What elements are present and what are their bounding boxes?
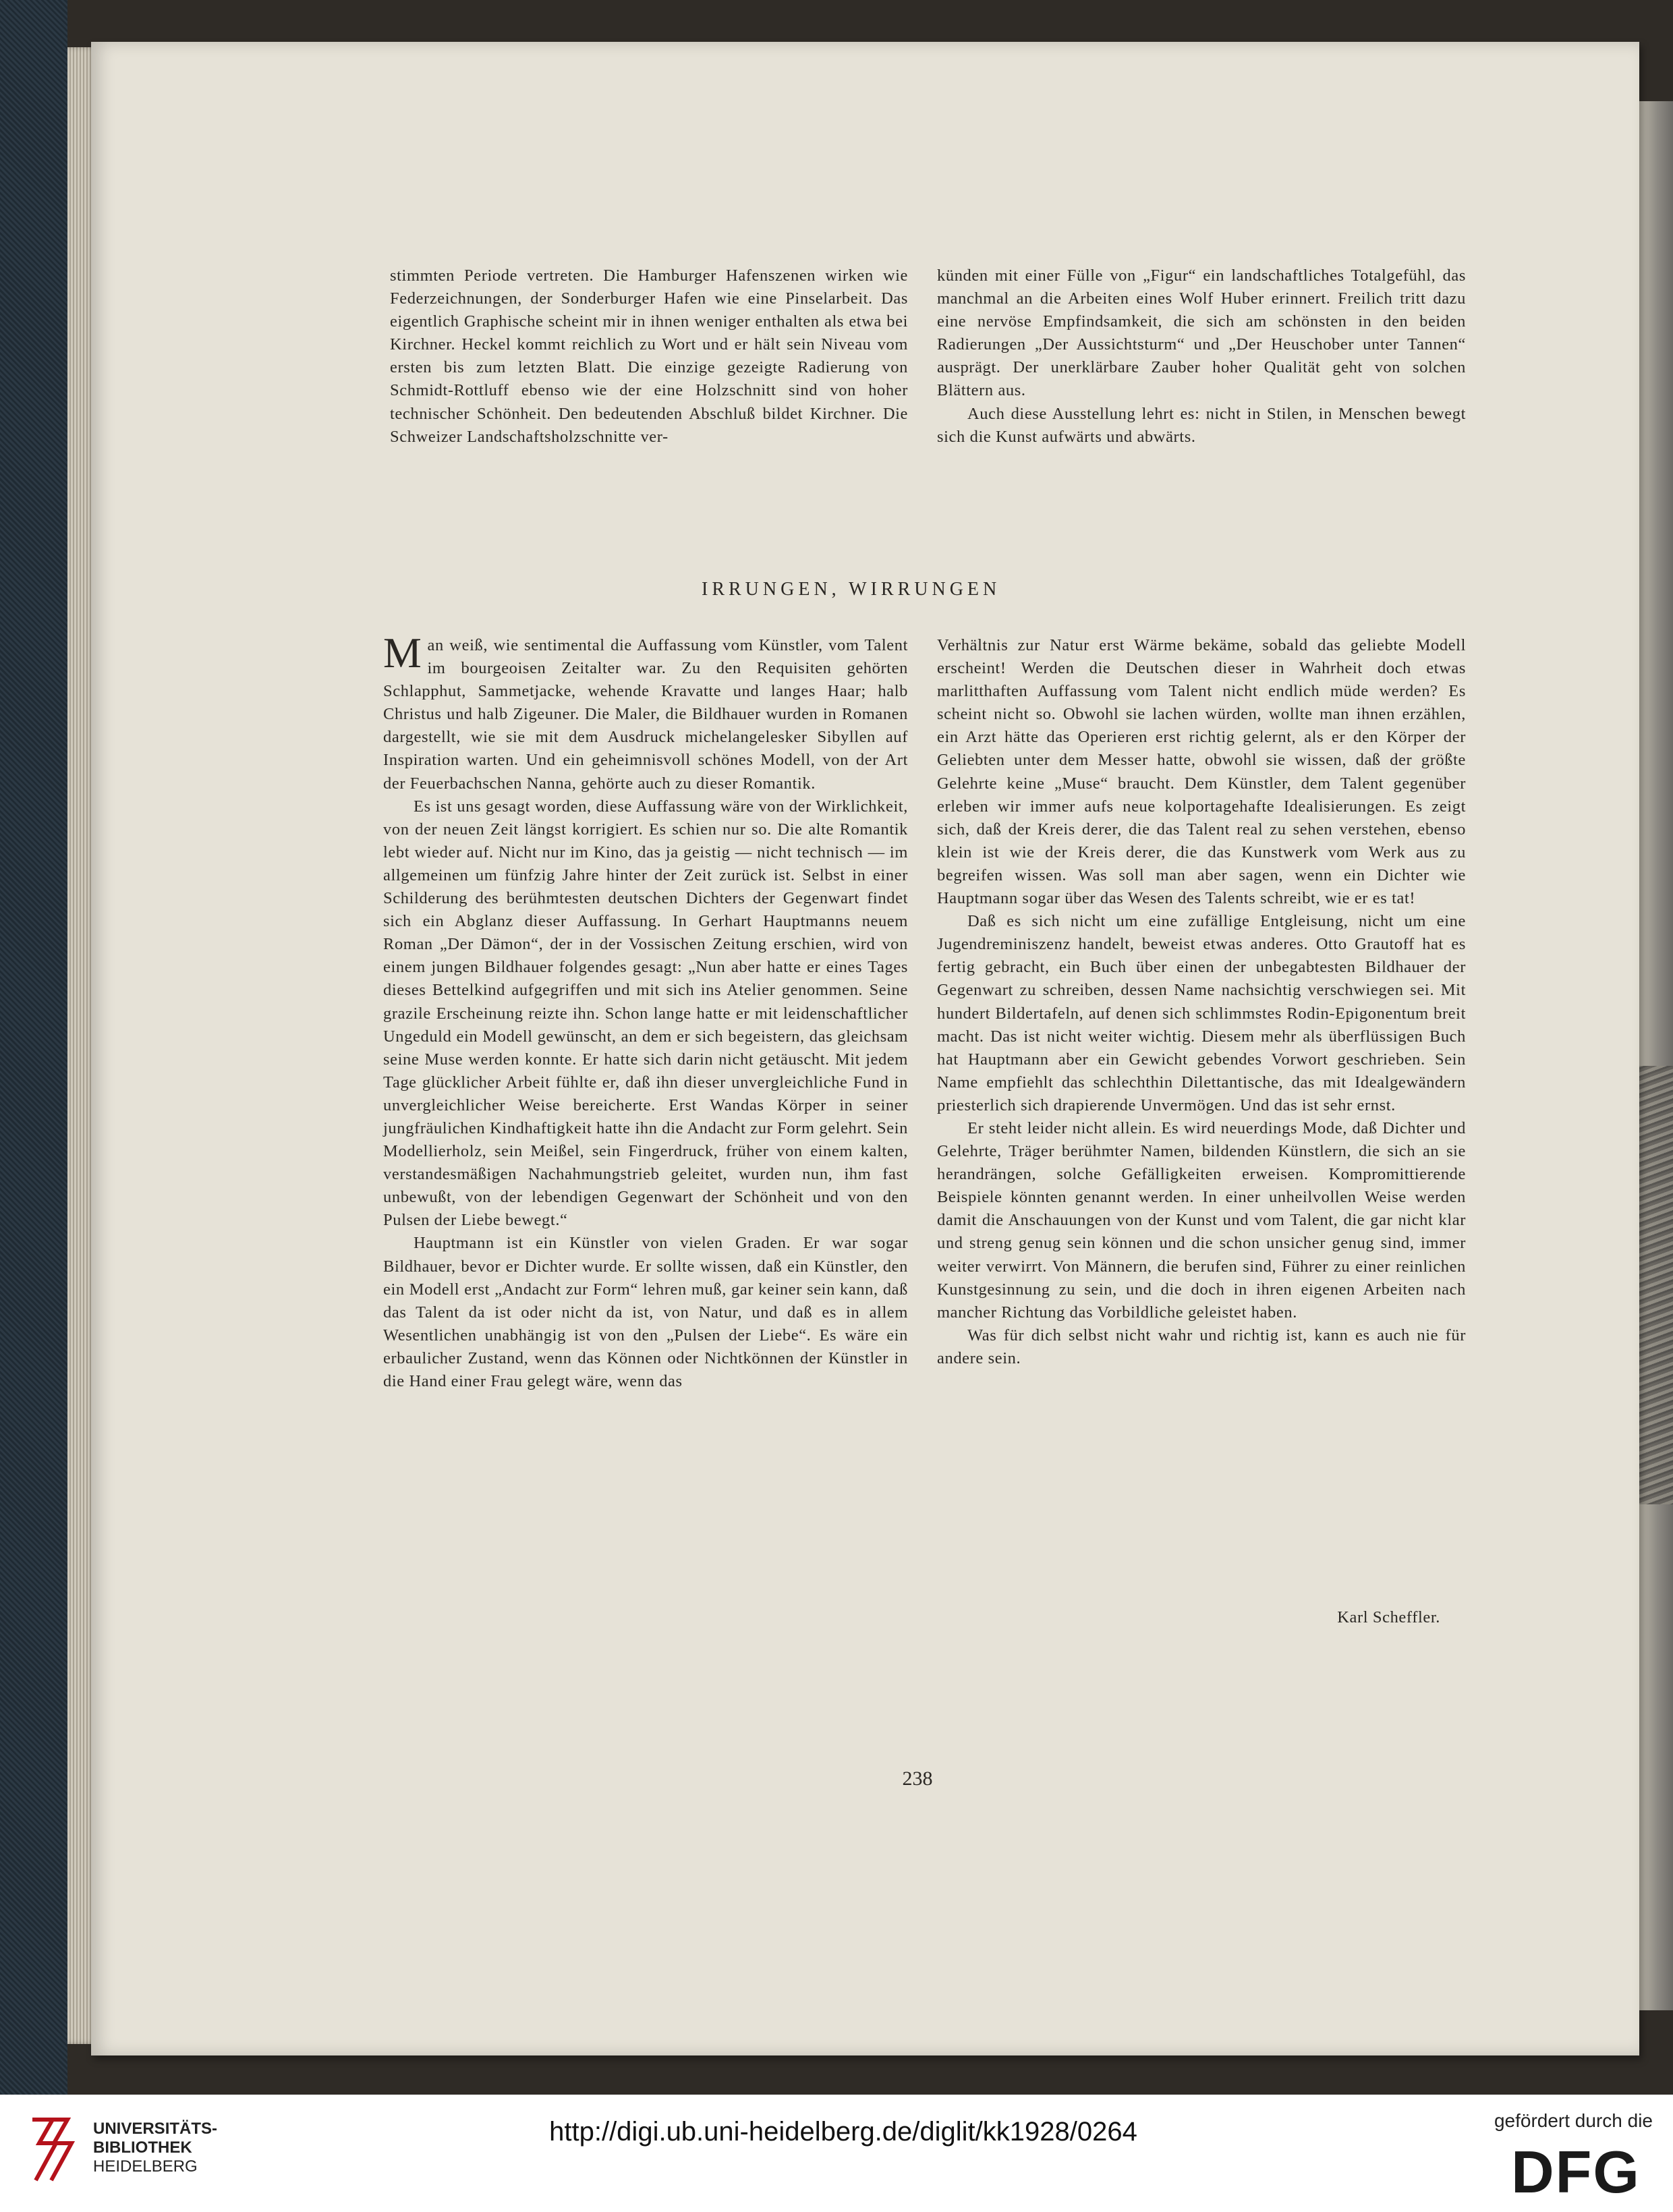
dfg-logo-icon[interactable] [1496,2144,1655,2199]
author-signature: Karl Scheffler. [1337,1608,1440,1626]
paragraph: künden mit einer Fülle von „Figur“ ein landschaftliches Totalgefühl, das manchmal an die Arbeiten eines Wolf Huber erinnert. Freilich tritt dazu eine nervöse Empfindsamkeit, die sich am schönsten in den beiden Radierungen „Der Aussichtsturm“ und „Der Heuschober unter Tannen“ ausprägt. Der unerklärbare Zauber hoher Qualität geht von solchen Blättern aus. [937,266,1466,400]
top-right-column [937,264,1466,449]
book-spine [0,0,67,2095]
institution-line: UNIVERSITÄTS- [93,2120,218,2138]
paragraph: Daß es sich nicht um eine zufällige Entgleisung, nicht um eine Jugendreminiszenz handelt, beweist etwas anderes. Otto Grautoff hat es fertig gebracht, ein Buch über einen der unbegabtesten Bildhauer der Gegenwart zu schreiben, dessen Name nachsichtig verschwiegen sei. Mit hundert Bildertafeln, auf denen sich schlimmstes Rodin-Epigonentum breit macht. Das ist nicht weiter wichtig. Diesem mehr als überflüssigen Buch hat Hauptmann aber ein Gewicht gebendes Vorwort geschrieben. Sein Name empfiehlt das schlechthin Dilettantische, das mit Idealgewändern priesterlich sich drapierende Unvermögen. Und das ist sehr ernst. [937,912,1466,1114]
article-title: IRRUNGEN, WIRRUNGEN [702,579,1001,600]
paragraph: Er steht leider nicht allein. Es wird neuerdings Mode, daß Dichter und Gelehrte, Träger berühmter Namen, bildenden Künstlern, die sich an sie herandrängen, solche Gefälligkeiten erweisen. Kompromittierende Beispiele könnten genannt werden. In einer unheilvollen Weise werden damit die Anschauungen von der Kunst und vom Talent, die gar nicht klar und streng genug sein können und die schon unsicher genug sind, immer weiter verwirrt. Von Männern, die berufen sind, Führer zu einer reinlichen Kunstgesinnung zu sein, und die doch in ihren eigenen Arbeiten nach mancher Richtung das Vorbildliche geleistet haben. [937,1118,1466,1322]
paragraph: Hauptmann ist ein Künstler von vielen Graden. Er war sogar Bildhauer, bevor er Dichter wurde. Er sollte wissen, daß ein Künstler, den ein Modell erst „Andacht zur Form“ lehren muß, gar keiner sein kann, daß das Talent da ist oder nicht da ist, von Natur, und daß es in allem Wesentlichen unabhängig ist von den „Pulsen der Liebe“. Es wäre ein erbaulicher Zustand, wenn das Können oder Nichtkönnen der Künstler in die Hand einer Frau gelegt wäre, wenn das [383,1234,908,1390]
paragraph: Verhältnis zur Natur erst Wärme bekäme, sobald das geliebte Modell erscheint! Werden die Deutschen dieser in Wahrheit doch etwas marlitthaften Auffassung vom Talent nicht endlich müde werden? Es scheint nicht so. Obwohl sie lachen würden, wollte man ihnen erzählen, ein Arzt hätte das Operieren erst richtig gelernt, als er den Körper der Geliebten unter dem Messer hatte, obwohl sie wissen, daß der größte Gelehrte keine „Muse“ braucht. Dem Künstler, dem Talent gegenüber erleben wir immer aufs neue kolportagehafte Idealisierungen. Es zeigt sich, daß der Kreis derer, die das Talent real zu sehen verstehen, ebenso klein ist wie der Kreis derer, die das Kunstwerk vom Werk aus zu begreifen wissen. Was soll man aber sagen, wenn ein Dichter wie Hauptmann sogar über das Wesen des Talents schreibt, wie er es tat! [937,636,1466,908]
article-left-column [383,629,908,1393]
paragraph: stimmten Periode vertreten. Die Hamburger Hafenszenen wirken wie Federzeichnungen, der Sonderburger Hafen wie eine Pinselarbeit. Das eigentlich Graphische scheint mir in ihnen weniger enthalten als etwa bei Kirchner. Heckel kommt reichlich zu Wort und er hält sein Niveau vom ersten bis zum letzten Blatt. Die einzige gezeigte Radierung von Schmidt-Rottluff ebenso wie der eine Holzschnitt sind von hoher technischer Schönheit. Den bedeutenden Abschluß bildet Kirchner. Die Schweizer Landschaftsholzschnitte ver- [390,266,908,446]
page-number: 238 [902,1767,933,1790]
top-left-column [390,264,908,449]
ub-heidelberg-logo-icon[interactable] [19,2106,86,2194]
dfg-logo-text: DFG [1511,2144,1641,2199]
institution-line: BIBLIOTHEK [93,2138,192,2157]
paragraph: Man weiß, wie sentimental die Auffassung vom Künstler, vom Talent im bourgeoisen Zeitalter war. Zu den Requisiten gehörten Schlapphut, Sammetjacke, wehende Kravatte und langes Haar; halb Christus und halb Zigeuner. Die Maler, die Bildhauer wurden in Romanen dargestellt, wie sie mit dem Ausdruck michelangelesker Sibyllen auf Inspiration warten. Und ein geheimnisvoll schönes Modell, von der Art der Feuerbachschen Nanna, gehörte auch zu dieser Romantik. [383,629,908,793]
paragraph: Es ist uns gesagt worden, diese Auffassung wäre von der Wirklichkeit, von der neuen Zeit längst korrigiert. Es schien nur so. Die alte Romantik lebt wieder auf. Nicht nur im Kino, das ja geistig — nicht technisch — im allgemeinen um fünfzig Jahre hinter der Zeit zurück ist. Selbst in einer Schilderung des berühmtesten deutschen Dichters der Gegenwart findet sich ein Abglanz dieser Auffassung. In Gerhart Hauptmanns neuem Roman „Der Dämon“, der in der Vossischen Zeitung erschien, wird von einem jungen Bildhauer folgendes gesagt: „Nun aber hatte er eines Tages dieses Bettelkind aufgegriffen und mit sich ins Atelier genommen. Seine grazile Erscheinung reizte ihn. Schon lange hatte er mit leidenschaftlicher Ungeduld ein Modell gewünscht, an dem er sich begeistern, das gleichsam seine Muse werden konnte. Er hatte sich darin nicht getäuscht. Mit jedem Tage glücklicher Arbeit fühlte er, daß ihn dieser unvergleichliche Fund in unvergleichlicher Weise bereicherte. Erst Wandas Körper in seiner jungfräulichen Kindhaftigkeit hatte ihn die Andacht zur Form gelehrt. Sein Modellierholz, sein Meißel, sein Fingerdruck, früher von einem kalten, verstandesmäßigen Nachahmungstrieb geleitet, wurden nun, ihm fast unbewußt, von der lebendigen Gegenwart der Schönheit und von den Pulsen der Liebe bewegt.“ [383,797,908,1230]
institution-line: HEIDELBERG [93,2157,198,2176]
paragraph: Was für dich selbst nicht wahr und richtig ist, kann es auch nie für andere sein. [937,1326,1466,1367]
article-right-column [937,634,1466,1370]
permalink-url[interactable]: http://digi.ub.uni-heidelberg.de/diglit/kk1928/0264 [549,2117,1137,2147]
paragraph: Auch diese Ausstellung lehrt es: nicht in Stilen, in Menschen bewegt sich die Kunst aufwärts und abwärts. [937,404,1466,446]
sponsor-label: gefördert durch die [1494,2110,1653,2131]
ub-heidelberg-name[interactable] [93,2120,255,2176]
